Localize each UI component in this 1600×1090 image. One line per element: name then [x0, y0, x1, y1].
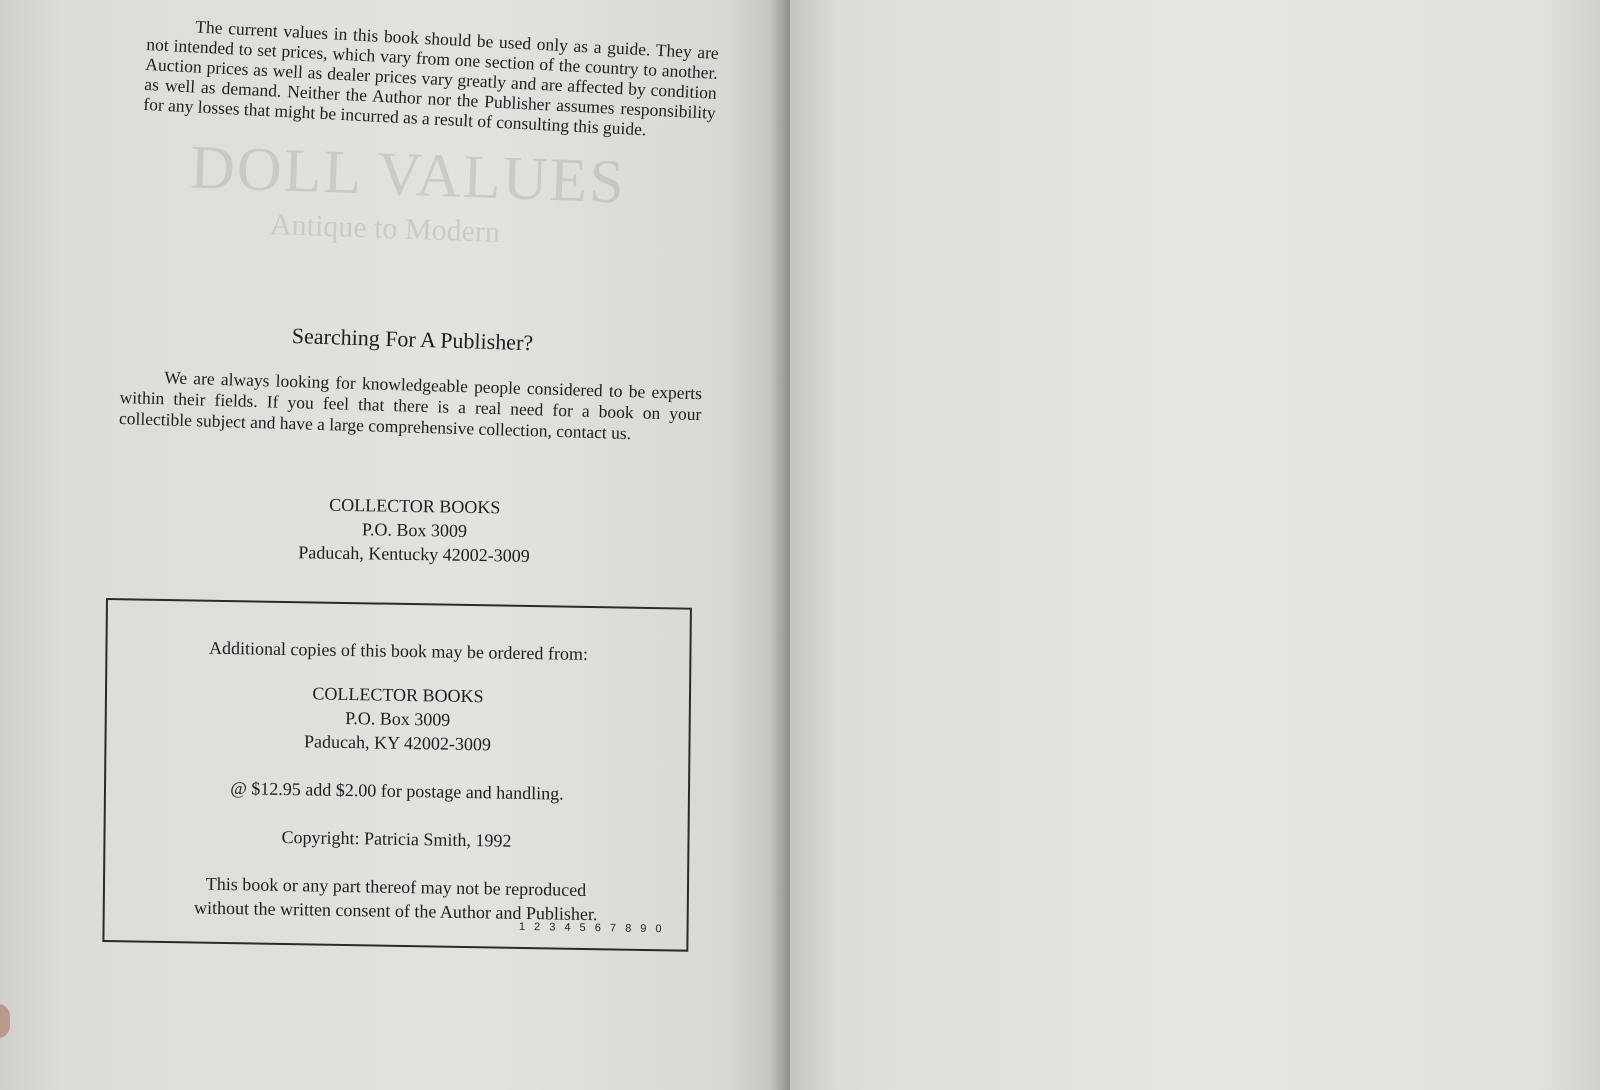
reproduction-line-1: This book or any part thereof may not be reproduced	[205, 873, 587, 900]
right-page	[790, 0, 1600, 1090]
publisher-city: Paducah, Kentucky 42002-3009	[298, 542, 530, 566]
searching-publisher-section	[119, 318, 704, 446]
thumb	[0, 1004, 10, 1038]
printing-number-line: 1 2 3 4 5 6 7 8 9 0	[518, 920, 665, 936]
order-price: @ $12.95 add $2.00 for postage and handling.	[230, 778, 564, 804]
show-through-print: DOLL VALUES	[188, 133, 628, 217]
publisher-address	[284, 492, 545, 568]
left-page	[0, 0, 790, 1090]
show-through-print: Antique to Modern	[269, 207, 501, 250]
searching-publisher-heading: Searching For A Publisher?	[291, 323, 534, 356]
searching-publisher-body: We are always looking for knowledgeable people considered to be experts within their fields. If you feel that there is a real need for a book on your collectible subject and have a large comprehensive collection, contact us.	[118, 367, 703, 444]
copyright-line: Copyright: Patricia Smith, 1992	[281, 826, 512, 851]
order-address	[106, 678, 689, 760]
order-publisher-city: Paducah, KY 42002-3009	[303, 731, 491, 755]
order-publisher-box: P.O. Box 3009	[345, 707, 451, 730]
order-intro: Additional copies of this book may be ordered from:	[208, 637, 588, 664]
publisher-box: P.O. Box 3009	[361, 519, 468, 541]
order-publisher-name: COLLECTOR BOOKS	[312, 683, 484, 707]
publisher-name: COLLECTOR BOOKS	[329, 494, 501, 518]
reproduction-line-2: without the written consent of the Author and Publisher.	[193, 897, 598, 925]
order-info-box	[102, 598, 692, 952]
price-guide-notice: The current values in this book should be used only as a guide. They are not intended to set prices, which vary from one section of the country to another. Auction prices as well as dealer prices vary greatly and are affected by condition as well as demand. Neither the Author nor the Publisher assumes responsibility for any losses that might be incurred as a result of consulting this guide.	[142, 16, 720, 140]
